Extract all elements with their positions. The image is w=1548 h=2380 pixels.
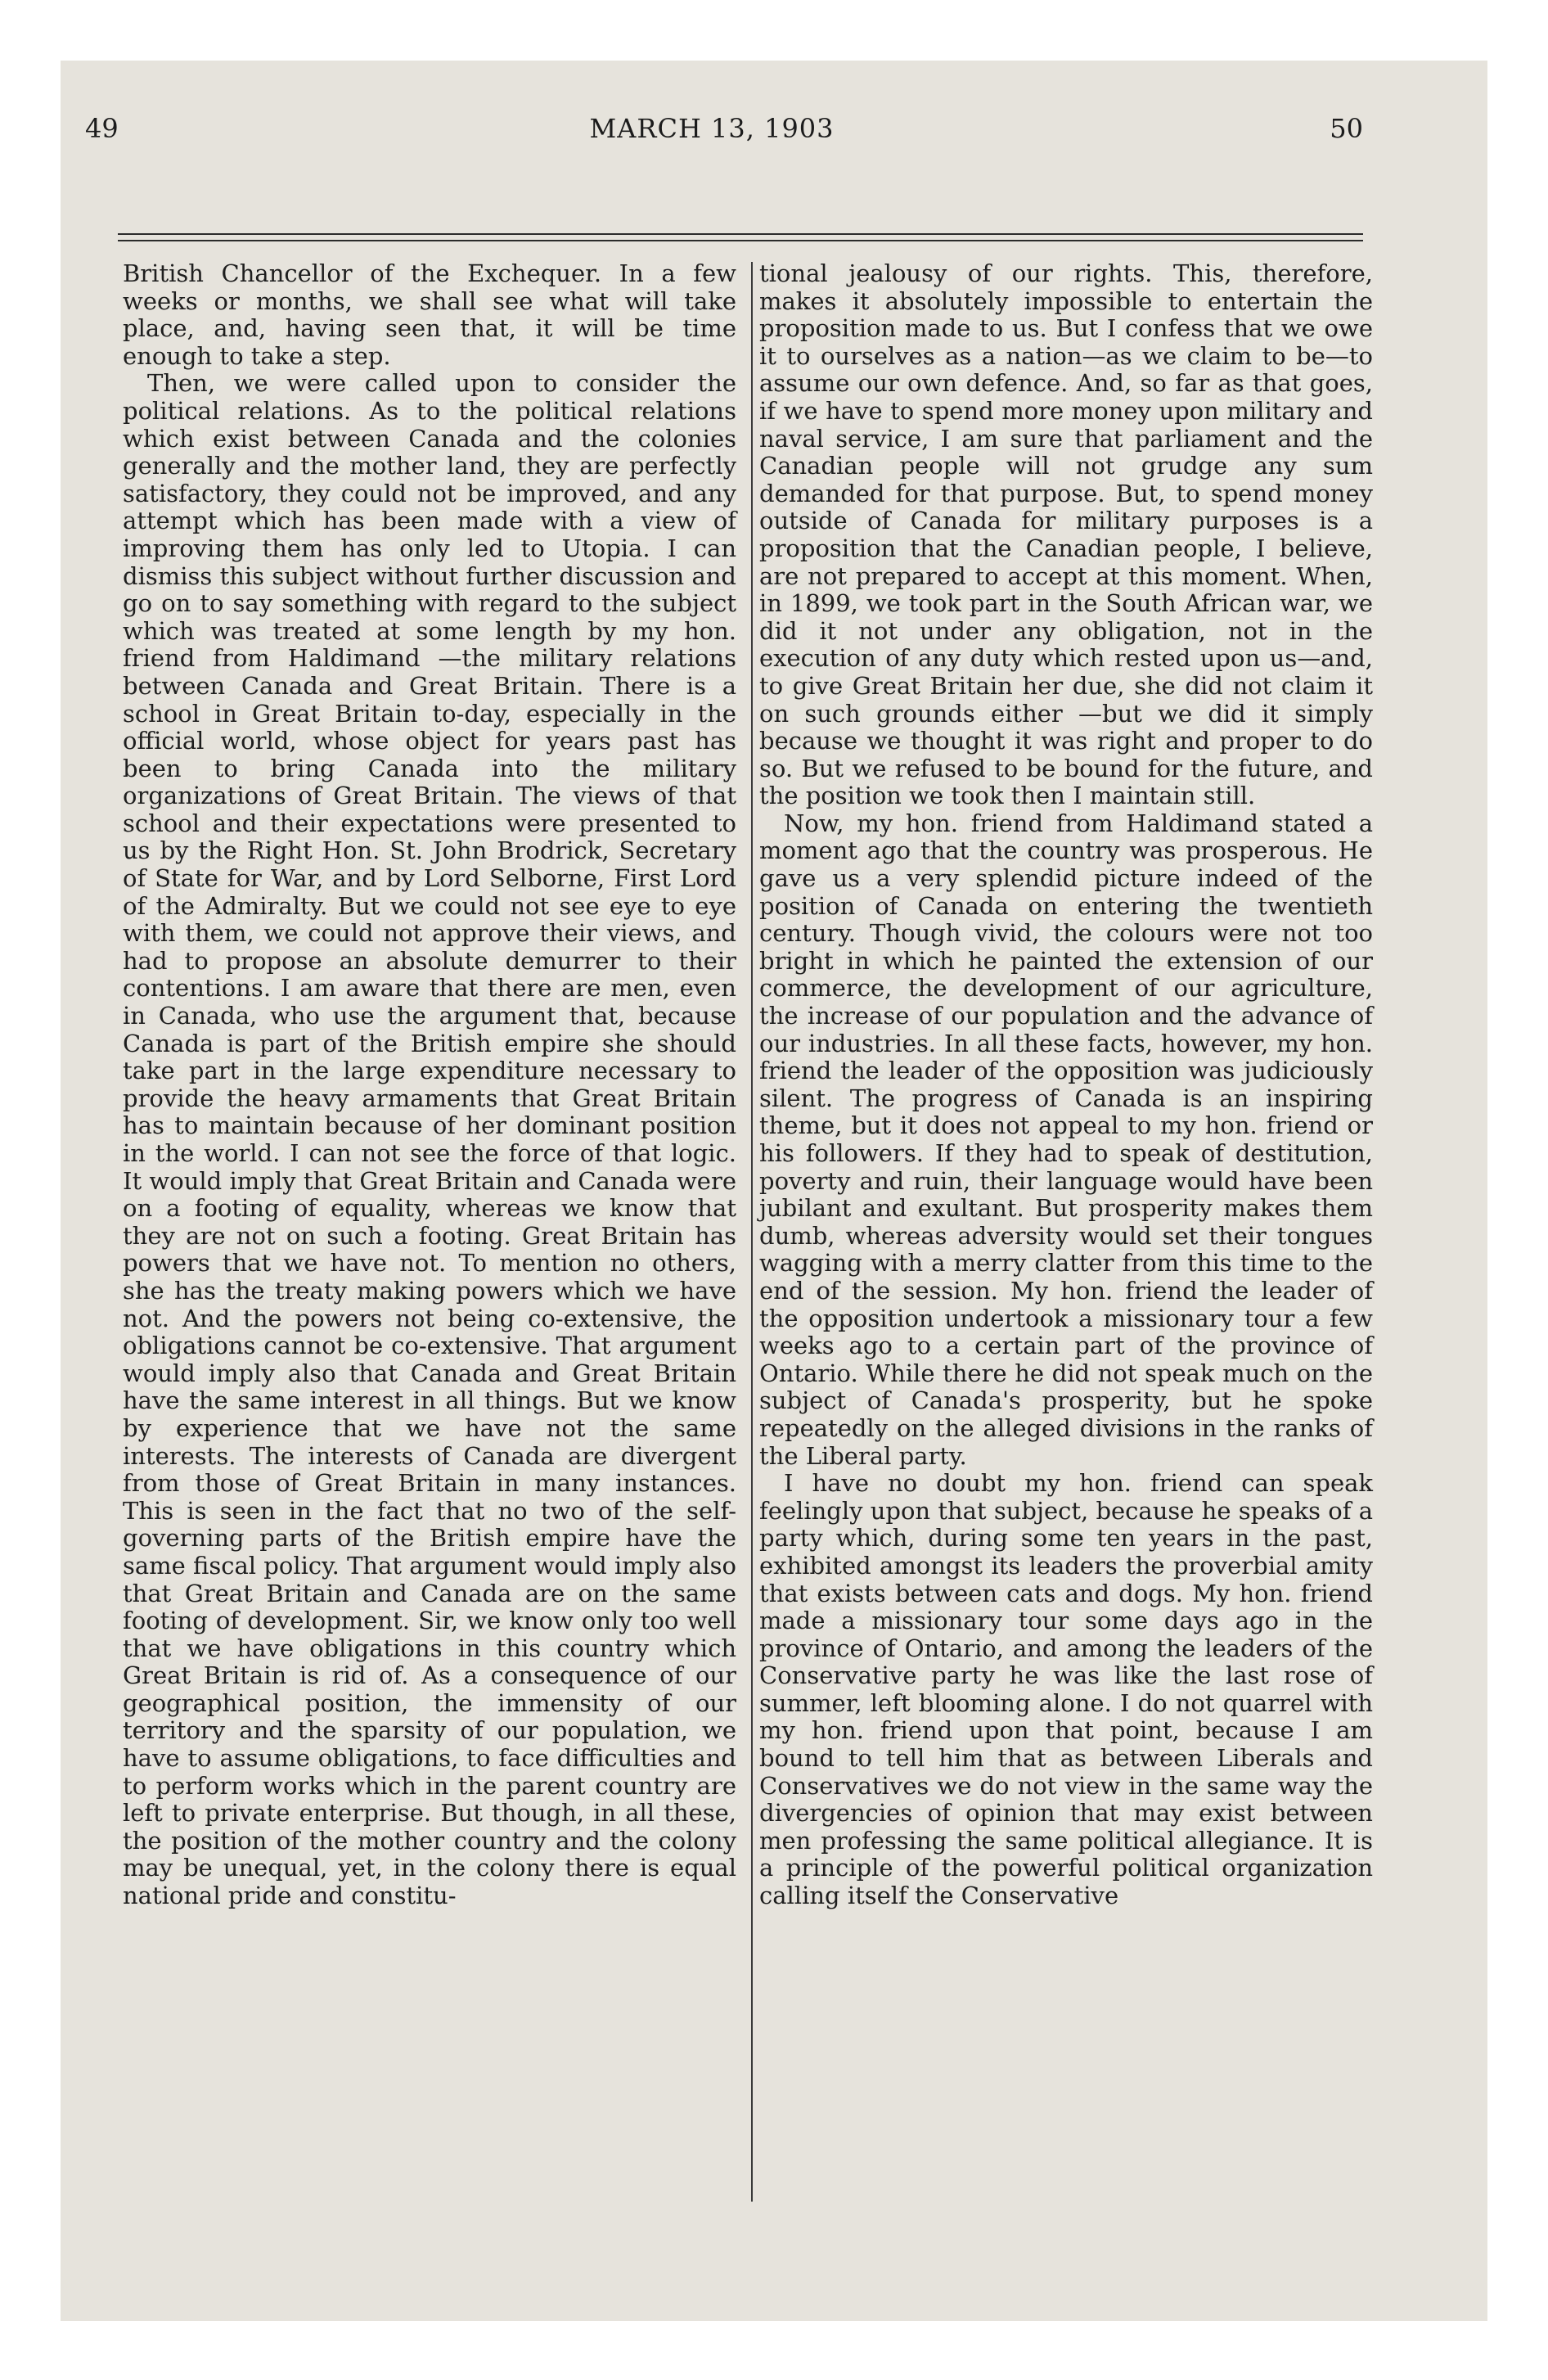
column-divider (751, 262, 753, 2202)
header-rule-top (118, 233, 1363, 235)
right-paragraph: tional jealousy of our rights. This, therefore, makes it absolutely impossible to entertain the proposition made to us. But I confess that we owe it to ourselves as a nation—as we claim to be—to assume our own defence. And, so far as that goes, if we have to spend more money upon military and naval service, I am sure that parliament and the Canadian people will not grudge any sum demanded for that purpose. But, to spend money outside of Canada for military purposes is a proposition that the Canadian people, I believe, are not prepared to accept at this moment. When, in 1899, we took part in the South African war, we did it not under any obligation, not in the execution of any duty which rested upon us—and, to give Great Britain her due, she did not claim it on such grounds either —but we did it simply because we thought it was right and proper to do so. But we refused to be bound for the future, and the position we took then I maintain still. (759, 259, 1373, 810)
header-rule-bottom (118, 240, 1363, 241)
right-paragraph: I have no doubt my hon. friend can speak feelingly upon that subject, because he speaks of a party which, during some ten years in the past, exhibited amongst its leaders the proverbial amity that exists between cats and dogs. My hon. friend made a missionary tour some days ago in the province of Ontario, and among the leaders of the Conservative party he was like the last rose of summer, left blooming alone. I do not quarrel with my hon. friend upon that point, because I am bound to tell him that as between Liberals and Conservatives we do not view in the same way the divergencies of opinion that may exist between men professing the same political allegiance. It is a principle of the powerful political organization calling itself the Conservative (759, 1469, 1373, 1910)
page-date: MARCH 13, 1903 (589, 113, 835, 144)
left-column (123, 260, 736, 1910)
right-column (759, 260, 1373, 1910)
page-header (61, 113, 1363, 162)
right-paragraph: Now, my hon. friend from Haldimand stated a moment ago that the country was prosperous. He gave us a very splendid picture indeed of the position of Canada on entering the twentieth century. Though vivid, the colours were not too bright in which he painted the extension of our commerce, the development of our agriculture, the increase of our population and the advance of our industries. In all these facts, however, my hon. friend the leader of the opposition was judiciously silent. The progress of Canada is an inspiring theme, but it does not appeal to my hon. friend or his followers. If they had to speak of destitution, poverty and ruin, their language would have been jubilant and exultant. But prosperity makes them dumb, whereas adversity would set their tongues wagging with a merry clatter from this time to the end of the session. My hon. friend the leader of the opposition undertook a missionary tour a few weeks ago to a certain part of the province of Ontario. While there he did not speak much on the subject of Canada's prosperity, but he spoke repeatedly on the alleged divisions in the ranks of the Liberal party. (759, 809, 1373, 1470)
left-page-number: 49 (85, 113, 119, 144)
right-page-number: 50 (1330, 113, 1363, 144)
left-paragraph: British Chancellor of the Exchequer. In a few weeks or months, we shall see what will take place, and, having seen that, it will be time enough to take a step. (123, 259, 736, 370)
left-paragraph: Then, we were called upon to consider the political relations. As to the political relations which exist between Canada and the colonies generally and the mother land, they are perfectly satisfactory, they could not be improved, and any attempt which has been made with a view of improving them has only led to Utopia. I can dismiss this subject without further discussion and go on to say something with regard to the subject which was treated at some length by my hon. friend from Haldimand —the military relations between Canada and Great Britain. There is a school in Great Britain to-day, especially in the official world, whose object for years past has been to bring Canada into the military organizations of Great Britain. The views of that school and their expectations were presented to us by the Right Hon. St. John Brodrick, Secretary of State for War, and by Lord Selborne, First Lord of the Admiralty. But we could not see eye to eye with them, we could not approve their views, and had to propose an absolute demurrer to their contentions. I am aware that there are men, even in Canada, who use the argument that, because Canada is part of the British empire she should take part in the large expenditure necessary to provide the heavy armaments that Great Britain has to maintain because of her dominant position in the world. I can not see the force of that logic. It would imply that Great Britain and Canada were on a footing of equality, whereas we know that they are not on such a footing. Great Britain has powers that we have not. To mention no others, she has the treaty making powers which we have not. And the powers not being co-extensive, the obligations cannot be co-extensive. That argument would imply also that Canada and Great Britain have the same interest in all things. But we know by experience that we have not the same interests. The interests of Canada are divergent from those of Great Britain in many instances. This is seen in the fact that no two of the self-governing parts of the British empire have the same fiscal policy. That argument would imply also that Great Britain and Canada are on the same footing of development. Sir, we know only too well that we have obligations in this country which Great Britain is rid of. As a consequence of our geographical position, the immensity of our territory and the sparsity of our population, we have to assume obligations, to face difficulties and to perform works which in the parent country are left to private enterprise. But though, in all these, the position of the mother country and the colony may be unequal, yet, in the colony there is equal national pride and constitu- (123, 369, 737, 1910)
